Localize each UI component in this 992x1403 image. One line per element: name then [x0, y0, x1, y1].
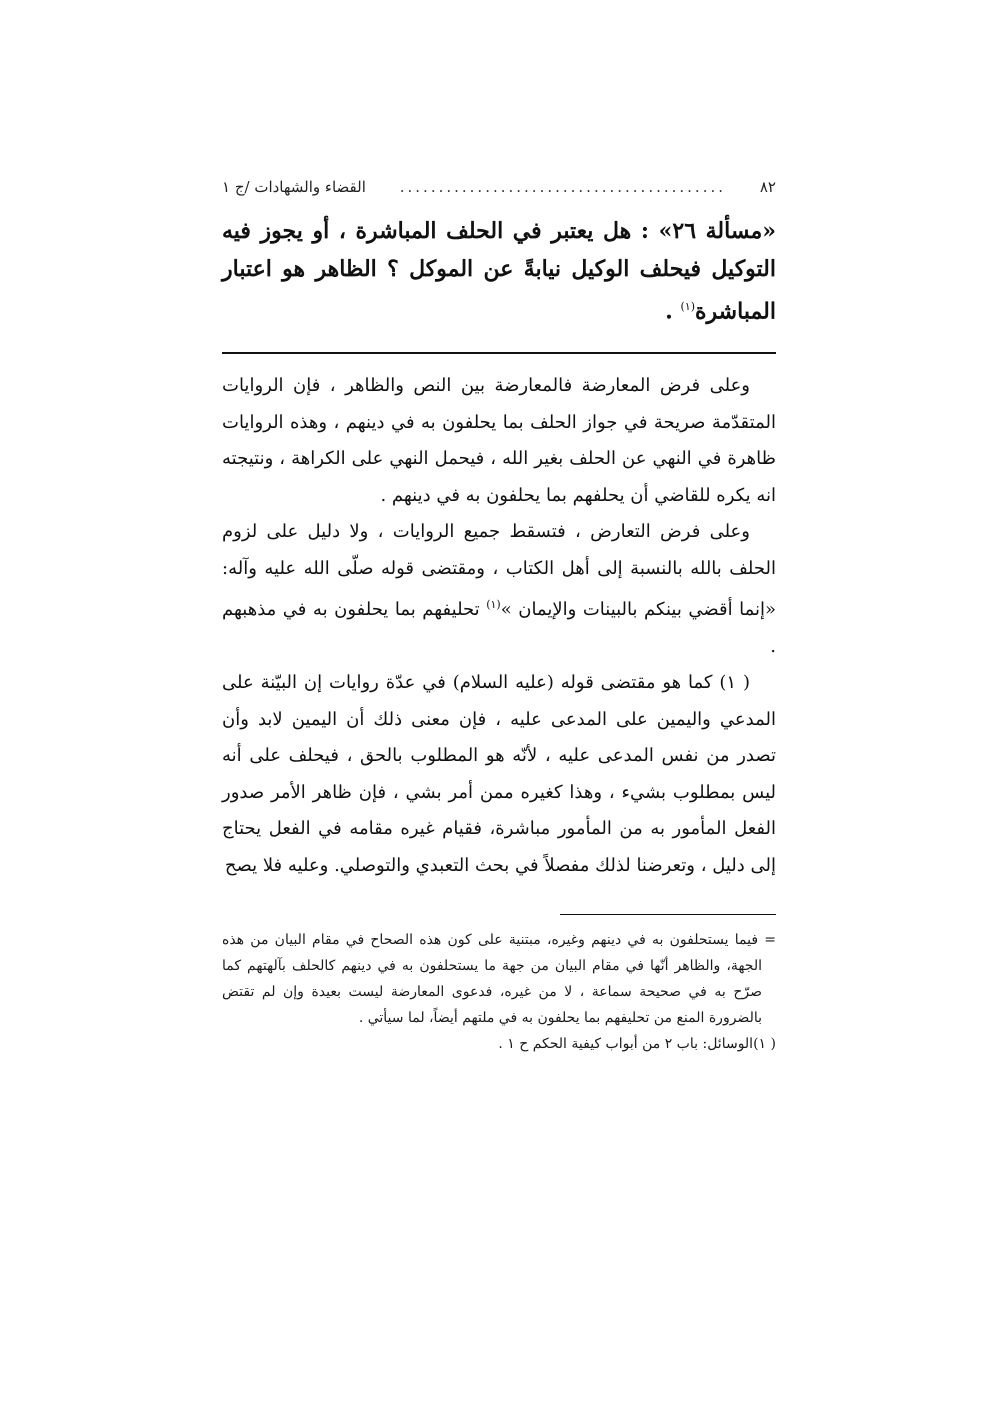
issue-footnote-ref: (١) — [680, 300, 696, 313]
commentary — [222, 368, 776, 884]
footnotes — [222, 927, 776, 1057]
book-page — [222, 176, 776, 1057]
paragraph-2 — [222, 514, 776, 665]
paragraph-2-tail: تحليفهم بما يحلفون به في مذهبهم . — [222, 599, 776, 657]
footnote-divider — [560, 914, 776, 915]
issue-text: «مسألة ٢٦» : هل يعتبر في الحلف المباشرة ، أو يجوز فيه التوكيل فيحلف الوكيل نيابةً عن الموكل ؟ الظاهر هو اعتبار المباشرة — [222, 218, 776, 325]
header-leader-dots: .......................................... — [399, 178, 727, 196]
paragraph-1: وعلى فرض المعارضة فالمعارضة بين النص والظاهر ، فإن الروايات المتقدّمة صريحة في جواز الحلف بما يحلفون به في دينهم ، وهذه الروايات ظاهرة في النهي عن الحلف بغير الله ، فيحمل النهي على الكراهة ، ونتيجته انه يكره للقاضي أن يحلفهم بما يحلفون به في دينهم . — [222, 375, 776, 506]
paragraph-2-text: وعلى فرض التعارض ، فتسقط جميع الروايات ، ولا دليل على لزوم الحلف بالله بالنسبة إلى أهل الكتاب ، ومقتضى قوله صلّى الله عليه وآله: «إنما أقضي بينكم بالبينات والإيمان » — [222, 521, 777, 621]
paragraph-3: ( ١) كما هو مقتضى قوله (عليه السلام) في عدّة روايات إن البيّنة على المدعي واليمين على المدعى عليه ، فإن معنى ذلك أن اليمين لابد وأن تصدر من نفس المدعى عليه ، لأنّه هو المطلوب بالحق ، فيحلف على أنه ليس بمطلوب بشيء ، وهذا كغيره ممن أمر بشي ، فإن ظاهر الأمر صدور الفعل المأمور به من المأمور مباشرة، فقيام غيره مقامه في الفعل يحتاج إلى دليل ، وتعرضنا لذلك مفصلاً في بحث التعبدي والتوصلي. وعليه فلا يصح — [222, 672, 776, 876]
issue-statement — [222, 212, 776, 330]
footnote-1: ( ١)الوسائل: باب ٢ من أبواب كيفية الحكم ح ١ . — [498, 1036, 776, 1053]
issue-end: . — [665, 298, 673, 325]
footnote-continuation: = فيما يستحلفون به في دينهم وغيره، مبتنية على كون هذه الصحاح في مقام البيان من هذه الجهة، والظاهر أنّها في مقام البيان من جهة ما يستحلفون به في دينهم كالحلف بآلهتهم كما صرّح به في صحيحة سماعة ، لا من غيره، فدعوى المعارضة ليست بعيدة وإن لم تقتض بالضرورة المنع من تحليفهم بما يحلفون به في ملتهم أيضاً، لما سيأتي . — [222, 932, 776, 1027]
page-number: ٨٢ — [759, 178, 776, 196]
section-divider — [222, 352, 776, 354]
book-title: القضاء والشهادات /ج ١ — [222, 178, 366, 196]
running-header — [222, 176, 776, 198]
paragraph-2-footnote-ref: (١) — [486, 598, 501, 612]
